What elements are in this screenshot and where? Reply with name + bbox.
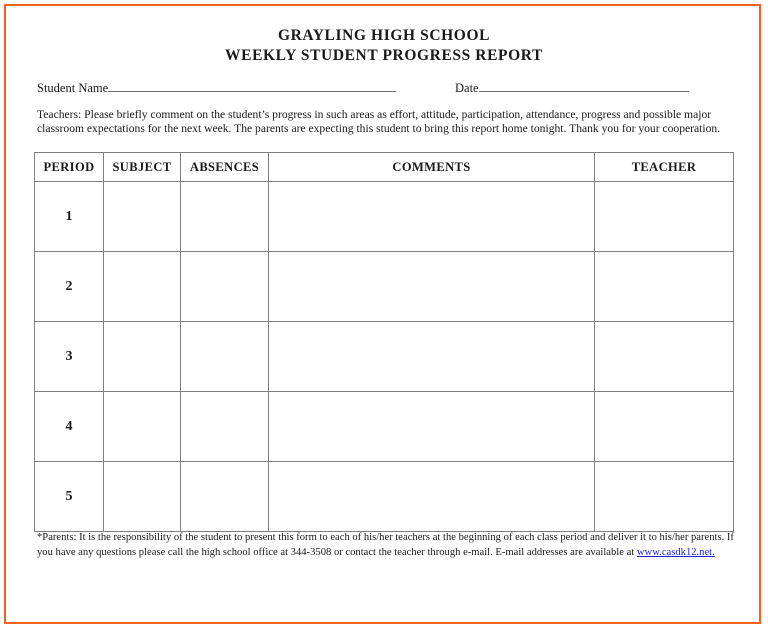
student-name-input[interactable] — [108, 80, 396, 92]
period-number: 3 — [35, 322, 104, 392]
table-row — [35, 392, 734, 462]
absences-cell[interactable] — [181, 182, 269, 252]
table-row — [35, 322, 734, 392]
district-website-link[interactable]: www.casdk12.net. — [636, 547, 715, 558]
column-header-comments: COMMENTS — [269, 153, 595, 182]
column-header-period: PERIOD — [35, 153, 104, 182]
date-input[interactable] — [479, 80, 689, 92]
page-title: WEEKLY STUDENT PROGRESS REPORT — [225, 47, 543, 64]
instructions-paragraph: Teachers: Please briefly comment on the student’s progress in such areas as effort, attitude, participation, attendance, progress and possible major classroom expectations for the next week. The parents are expecting this student to bring this report home tonight. Thank you for your cooperation. — [37, 108, 721, 136]
teacher-cell[interactable] — [595, 392, 734, 462]
identification-row — [37, 80, 737, 98]
column-header-teacher: TEACHER — [595, 153, 734, 182]
teacher-cell[interactable] — [595, 182, 734, 252]
progress-table — [34, 152, 734, 532]
comments-cell[interactable] — [269, 252, 595, 322]
table-row — [35, 252, 734, 322]
student-name-field[interactable] — [37, 80, 396, 96]
table-row — [35, 462, 734, 532]
absences-cell[interactable] — [181, 392, 269, 462]
column-header-subject: SUBJECT — [104, 153, 181, 182]
period-number: 1 — [35, 182, 104, 252]
comments-cell[interactable] — [269, 182, 595, 252]
period-number: 2 — [35, 252, 104, 322]
teacher-cell[interactable] — [595, 252, 734, 322]
footer-line-1: *Parents: It is the responsibility of the student to present this form to each of his/her teachers at the beginning of each class period and deliver it to his/her parents. — [37, 532, 725, 543]
footer-note — [37, 530, 739, 560]
comments-cell[interactable] — [269, 322, 595, 392]
date-field[interactable] — [455, 80, 689, 96]
comments-cell[interactable] — [269, 462, 595, 532]
absences-cell[interactable] — [181, 462, 269, 532]
period-number: 5 — [35, 462, 104, 532]
table-header-row — [35, 153, 734, 182]
absences-cell[interactable] — [181, 252, 269, 322]
subject-cell[interactable] — [104, 462, 181, 532]
period-number: 4 — [35, 392, 104, 462]
subject-cell[interactable] — [104, 252, 181, 322]
date-label: Date — [455, 81, 479, 95]
subject-cell[interactable] — [104, 322, 181, 392]
table-row — [35, 182, 734, 252]
teacher-cell[interactable] — [595, 322, 734, 392]
teacher-cell[interactable] — [595, 462, 734, 532]
subject-cell[interactable] — [104, 392, 181, 462]
student-name-label: Student Name — [37, 81, 109, 95]
school-name: GRAYLING HIGH SCHOOL — [277, 27, 491, 44]
subject-cell[interactable] — [104, 182, 181, 252]
absences-cell[interactable] — [181, 322, 269, 392]
document-header — [0, 26, 768, 66]
column-header-absences: ABSENCES — [181, 153, 269, 182]
comments-cell[interactable] — [269, 392, 595, 462]
footer-line-2-text: If you have any questions please call the high school office at 344-3508 or contact the teacher through e-mail. E-mail addresses are available at — [37, 532, 734, 558]
